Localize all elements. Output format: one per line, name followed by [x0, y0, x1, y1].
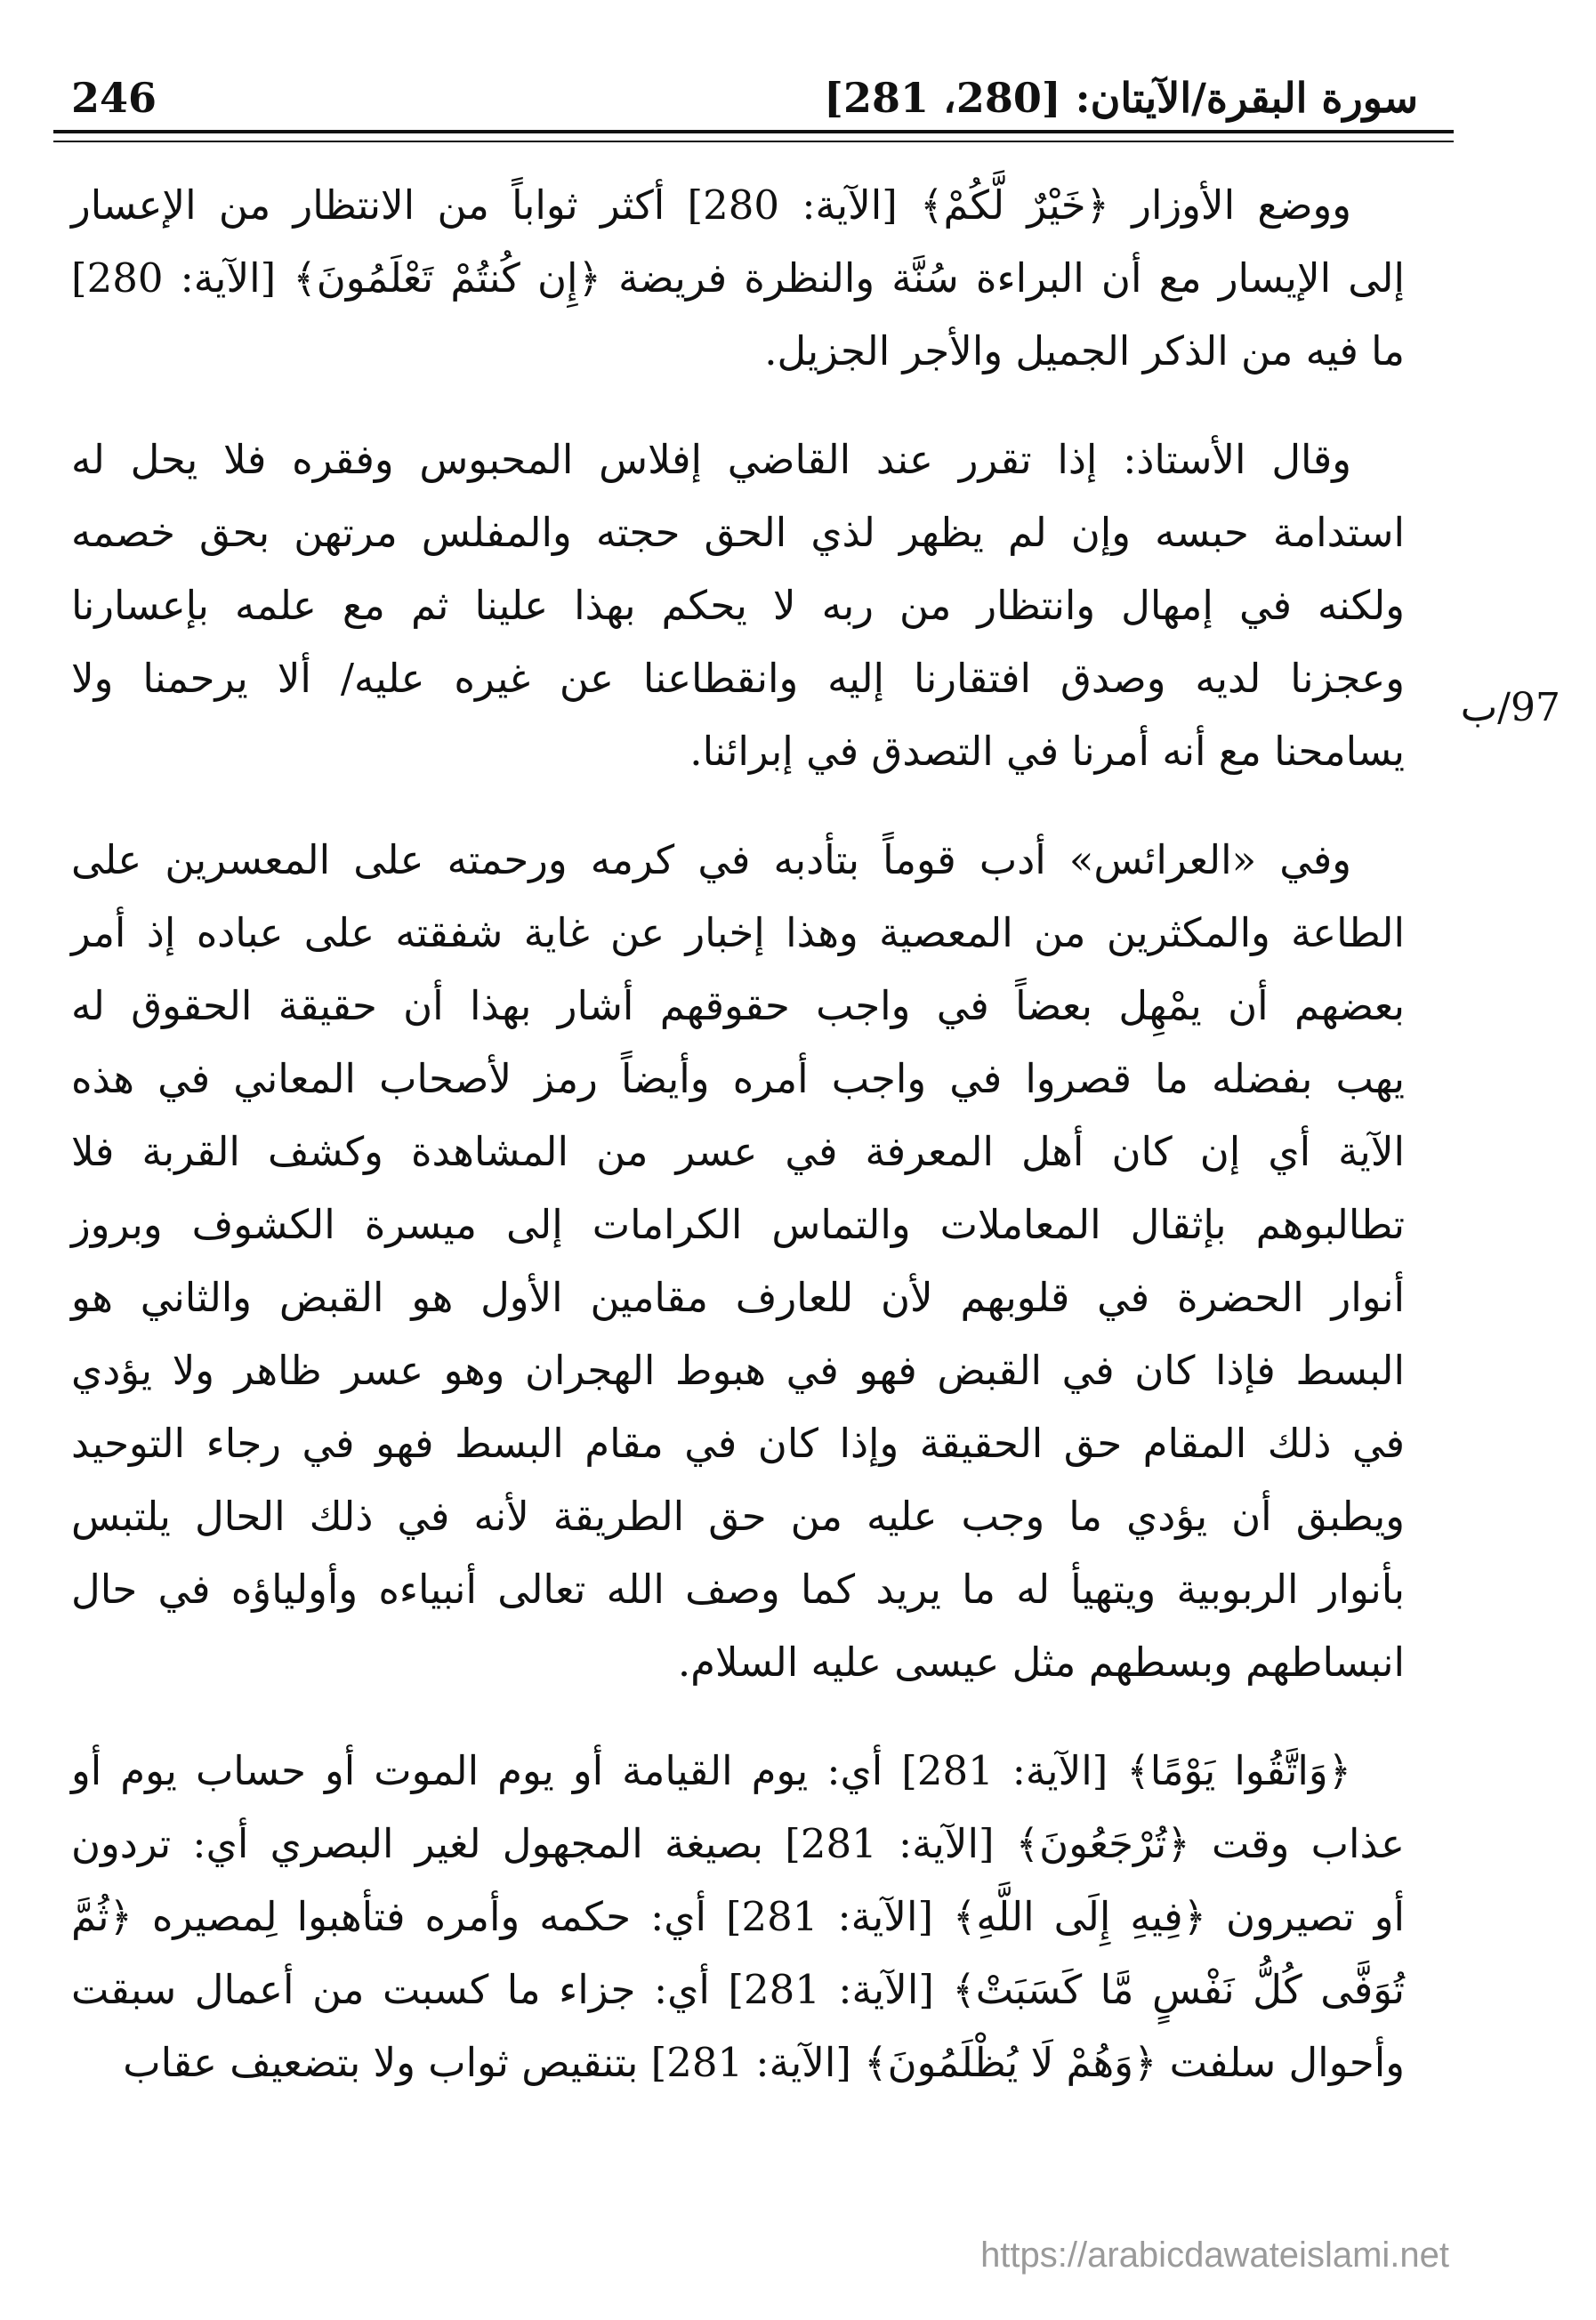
text-line: استدامة حبسه وإن لم يظهر لذي الحق حجته والمفلس مرتهن بحق خصمه [71, 509, 1405, 556]
text-line: إلى الإيسار مع أن البراءة سُنَّة والنظرة فريضة ﴿إِن كُنتُمْ تَعْلَمُونَ﴾ [الآية: 280] [71, 254, 1405, 302]
text-line: وعجزنا لديه وصدق افتقارنا إليه وانقطاعنا عن غيره عليه/ ألا يرحمنا ولا [71, 655, 1405, 702]
text-line: وأحوال سلفت ﴿وَهُمْ لَا يُظْلَمُونَ﴾ [الآية: 281] بتنقيص ثواب ولا بتضعيف عقاب [123, 2039, 1405, 2086]
running-title: سورة البقرة/الآيتان: [280، 281] [824, 74, 1418, 122]
text-line: أو تصيرون ﴿فِيهِ إِلَى اللَّهِ﴾ [الآية: 281] أي: حكمه وأمره فتأهبوا لِمصيره ﴿ثُمَّ [71, 1893, 1405, 1940]
page-number: 246 [71, 74, 157, 122]
text-line: ووضع الأوزار ﴿خَيْرٌ لَّكُمْ﴾ [الآية: 280] أكثر ثواباً من الانتظار من الإعسار [71, 181, 1351, 229]
text-line: انبساطهم وبسطهم مثل عيسى عليه السلام. [677, 1639, 1405, 1686]
text-line: ﴿وَاتَّقُوا يَوْمًا﴾ [الآية: 281] أي: يوم القيامة أو يوم الموت أو حساب يوم أو [71, 1747, 1351, 1794]
text-line: تطالبوهم بإثقال المعاملات والتماس الكرامات إلى ميسرة الكشوف وبروز [71, 1201, 1405, 1248]
text-line: الطاعة والمكثرين من المعصية وهذا إخبار عن غاية شفقته على عباده إذ أمر [71, 909, 1405, 956]
text-line: بعضهم أن يمْهِل بعضاً في واجب حقوقهم أشار بهذا أن حقيقة الحقوق له [71, 982, 1405, 1029]
text-line: ولكنه في إمهال وانتظار من ربه لا يحكم بهذا علينا ثم مع علمه بإعسارنا [71, 582, 1405, 629]
paragraph [71, 1735, 1405, 2099]
manuscript-folio-note: 97/ب [1460, 685, 1560, 730]
header-rule-thin [53, 141, 1454, 142]
text-line: بأنوار الربوبية ويتهيأ له ما يريد كما وصف الله تعالى أنبياءه وأولياؤه في حال [71, 1566, 1405, 1613]
text-line: تُوَفَّى كُلُّ نَفْسٍ مَّا كَسَبَتْ﴾ [الآية: 281] أي: جزاء ما كسبت من أعمال سبقت [71, 1966, 1405, 2013]
page-body [71, 169, 1405, 2135]
paragraph [71, 423, 1405, 788]
text-line: ويطبق أن يؤدي ما وجب عليه من حق الطريقة لأنه في ذلك الحال يلتبس [71, 1493, 1405, 1540]
text-line: وقال الأستاذ: إذا تقرر عند القاضي إفلاس المحبوس وفقره فلا يحل له [71, 436, 1351, 483]
text-line: عذاب وقت ﴿تُرْجَعُونَ﴾ [الآية: 281] بصيغة المجهول لغير البصري أي: تردون [71, 1820, 1405, 1867]
paragraph [71, 169, 1405, 388]
page-header [71, 62, 1418, 133]
text-line: أنوار الحضرة في قلوبهم لأن للعارف مقامين الأول هو القبض والثاني هو [71, 1274, 1405, 1321]
text-line: وفي «العرائس» أدب قوماً بتأدبه في كرمه ورحمته على المعسرين على [71, 836, 1351, 883]
text-line: ما فيه من الذكر الجميل والأجر الجزيل. [764, 327, 1405, 375]
text-line: الآية أي إن كان أهل المعرفة في عسر من المشاهدة وكشف القربة فلا [71, 1128, 1405, 1175]
text-line: البسط فإذا كان في القبض فهو في هبوط الهجران وهو عسر ظاهر ولا يؤدي [71, 1347, 1405, 1394]
watermark-url: https://arabicdawateislami.net [980, 2235, 1449, 2275]
text-line: في ذلك المقام حق الحقيقة وإذا كان في مقام البسط فهو في رجاء التوحيد [71, 1420, 1405, 1467]
paragraph [71, 824, 1405, 1699]
header-rule-thick [53, 130, 1454, 133]
text-line: يسامحنا مع أنه أمرنا في التصدق في إبرائنا. [689, 728, 1405, 775]
text-line: يهب بفضله ما قصروا في واجب أمره وأيضاً رمز لأصحاب المعاني في هذه [71, 1055, 1405, 1102]
